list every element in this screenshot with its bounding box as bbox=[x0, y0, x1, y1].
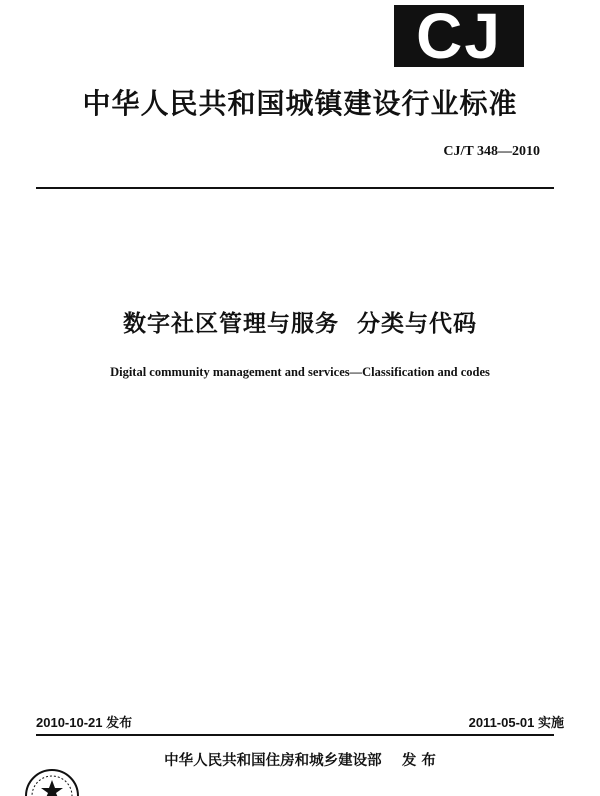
standard-organization-title: 中华人民共和国城镇建设行业标准 bbox=[82, 87, 518, 120]
document-title-chinese: 数字社区管理与服务 分类与代码 bbox=[122, 311, 477, 337]
implementation-date: 2011-05-01 实施 bbox=[468, 715, 564, 730]
issue-date: 2010-10-21 发布 bbox=[36, 715, 133, 730]
standard-code: CJ/T 348—2010 bbox=[443, 144, 540, 159]
cj-logo: CJ bbox=[394, 5, 524, 67]
header-divider bbox=[36, 187, 554, 189]
document-title-english: Digital community management and services—Classification and codes bbox=[110, 365, 490, 379]
publisher: 中华人民共和国住房和城乡建设部 发 布 bbox=[164, 753, 436, 769]
footer-divider bbox=[36, 734, 554, 736]
